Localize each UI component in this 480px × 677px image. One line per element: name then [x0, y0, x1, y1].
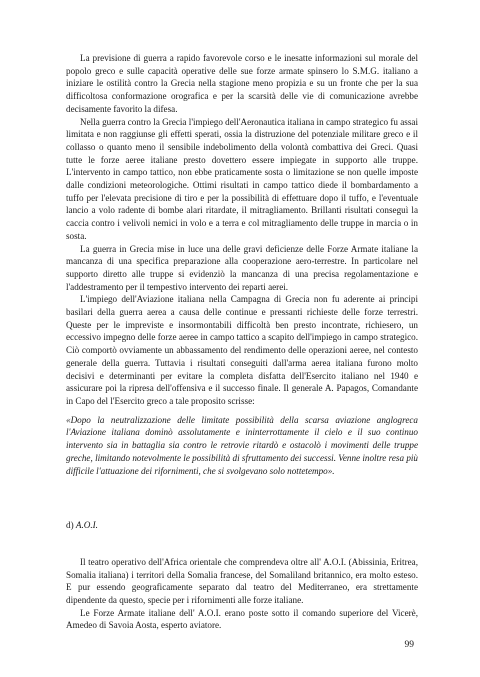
page-number: 99: [404, 640, 414, 650]
section-letter: d): [66, 520, 74, 531]
paragraph-cooperation-deficiency: La guerra in Grecia mise in luce una delle gravi deficienze delle Forze Armate italiane la mancanza di una specifica preparazione alla cooperazione aero-terrestre. In particolare nel supporto diretto alle truppe si evidenziò la mancanza di una precisa regolamentazione e l'addestramento per il tempestivo intervento dei reparti aerei.: [66, 243, 418, 292]
paragraph-intro: La previsione di guerra a rapido favorevole corso e le inesatte informazioni sul morale del popolo greco e sulle capacità operative delle sue forze armate spinsero lo S.M.G. italiano a iniziare le ostilità contro la Grecia nella stagione meno propizia e su un fronte che per la sua difficoltosa conformazione orografica e per la scarsità delle vie di comunicazione avrebbe decisamente favorito la difesa.: [66, 53, 418, 114]
paragraph-aoi-command: Le Forze Armate italiane dell' A.O.I. erano poste sotto il comando superiore del Vicerè, Amedeo di Savoia Aosta, esperto aviatore.: [66, 607, 418, 631]
paragraph-air-force-greece: Nella guerra contro la Grecia l'impiego dell'Aeronautica italiana in campo strategico fu assai limitata e non raggiunse gli effetti sperati, ossia la distruzione del potenziale militare greco e il collasso o quanto meno il sensibile indebolimento della volontà combattiva dei Greci. Quasi tutte le forze aeree italiane presto dovettero essere impiegate in supporto alle truppe. L'intervento in campo tattico, non ebbe praticamente sosta o limitazione se non quelle imposte dalle condizioni meteorologiche. Ottimi risultati in campo tattico diede il bombardamento a tuffo per l'elevata precisione di tiro e per la possibilità di effettuare dopo il tuffo, e l'eventuale lancio a volo radente di bombe alari ritardate, il mitragliamento. Brillanti risultati conseguì la caccia contro i velivoli nemici in volo e a terra e col mitragliamento delle truppe in marcia o in sosta.: [66, 116, 418, 241]
paragraph-east-africa-theatre: Il teatro operativo dell'Africa orientale che comprendeva oltre all' A.O.I. (Abissinia, Eritrea, Somalia italiana) i territori della Somalia francese, del Somaliland britannico, era molto esteso. E pur essendo geograficamente separato dal teatro del Mediterraneo, era strettamente dipendente da questo, specie per i rifornimenti alle forze italiane.: [66, 556, 418, 606]
paragraph-aviation-campaign: L'impiego dell'Aviazione italiana nella Campagna di Grecia non fu aderente ai principi basilari della guerra aerea a causa delle continue e pressanti richieste delle forze terrestri. Queste per le impreviste e insormontabili difficoltà ben presto incontrate, richiesero, un eccessivo impegno delle forze aeree in campo tattico a scapito dell'impiego in campo strategico. Ciò comportò ovviamente un abbassamento del rendimento delle operazioni aeree, nel contesto generale della guerra. Tuttavia i risultati conseguiti dall'arma aerea italiana furono molto decisivi e determinanti per evitare la completa disfatta dell'Esercito italiano nel 1940 e assicurare poi la ripresa dell'offensiva e il successo finale. Il generale A. Papagos, Comandante in Capo del l'Esercito greco a tale proposito scrisse:: [66, 294, 418, 406]
section-heading: [66, 519, 418, 532]
section-title: A.O.I.: [75, 520, 98, 531]
document-page: [66, 52, 418, 632]
papagos-quote: «Dopo la neutralizzazione delle limitate possibilità della scarsa aviazione anglogreca l'Aviazione italiana dominò assolutamente e ininterrottamente il cielo e il suo continuo intervento sia in battaglia sia contro le retrovie ritardò e ostacolò i movimenti delle truppe greche, limitando notevolmente le possibilità di sfruttamento dei successi. Venne inoltre resa più difficile l'attuazione dei rifornimenti, che si svolgevano solo nottetempo».: [66, 414, 418, 476]
